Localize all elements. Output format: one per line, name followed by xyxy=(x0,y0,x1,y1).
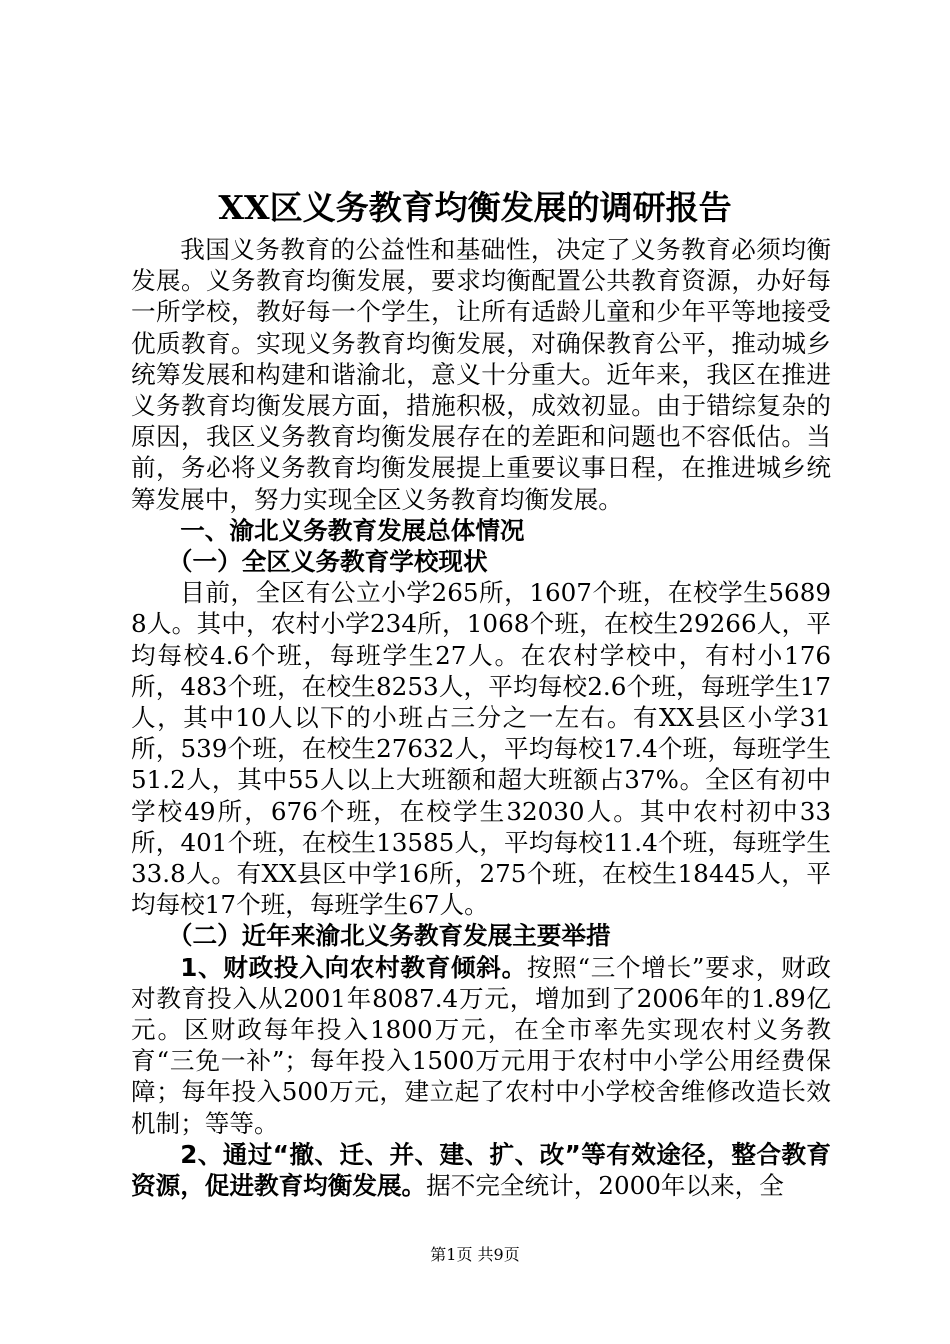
measure-item-2-text: 据不完全统计，2000年以来，全 xyxy=(426,1171,784,1201)
measure-item-1 xyxy=(131,952,831,1139)
intro-paragraph: 我国义务教育的公益性和基础性，决定了义务教育必须均衡发展。义务教育均衡发展，要求均衡配置公共教育资源，办好每一所学校，教好每一个学生，让所有适龄儿童和少年平等地接受优质教育。实现义务教育均衡发展，对确保教育公平，推动城乡统筹发展和构建和谐渝北，意义十分重大。近年来，我区在推进义务教育均衡发展方面，措施积极，成效初显。由于错综复杂的原因，我区义务教育均衡发展存在的差距和问题也不容低估。当前，务必将义务教育均衡发展提上重要议事日程，在推进城乡统筹发展中，努力实现全区义务教育均衡发展。 xyxy=(131,235,831,514)
section-heading: 一、渝北义务教育发展总体情况 xyxy=(180,515,525,545)
document-body xyxy=(131,234,831,1201)
measure-item-2 xyxy=(131,1139,831,1201)
measure-item-2-lead: 2、通过“撤、迁、并、建、扩、改”等有效途径，整合教育资源，促进教育均衡发展。 xyxy=(131,1139,831,1201)
subsection-heading: （二）近年来渝北义务教育发展主要举措 xyxy=(167,921,611,951)
page-footer: 第1页 共9页 xyxy=(430,1245,520,1264)
document-title: XX区义务教育均衡发展的调研报告 xyxy=(218,188,732,227)
measure-item-1-lead: 1、财政投入向农村教育倾斜。 xyxy=(180,952,527,982)
subsection-heading: （一）全区义务教育学校现状 xyxy=(167,547,488,577)
measure-item-1-text: 按照“三个增长”要求，财政对教育投入从2001年8087.4万元，增加到了2006年的1.89亿元。区财政每年投入1800万元，在全市率先实现农村义务教育“三免一补”；每年投入1500万元用于农村中小学公用经费保障；每年投入500万元，建立起了农村中小学校舍维修改造长效机制；等等。 xyxy=(131,952,831,1138)
school-status-paragraph: 目前，全区有公立小学265所，1607个班，在校学生56898人。其中，农村小学234所，1068个班，在校生29266人，平均每校4.6个班，每班学生27人。在农村学校中，有村小176所，483个班，在校生8253人，平均每校2.6个班，每班学生17人，其中10人以下的小班占三分之一左右。有XX县区小学31所，539个班，在校生27632人，平均每校17.4个班，每班学生51.2人，其中55人以上大班额和超大班额占37%。全区有初中学校49所，676个班，在校学生32030人。其中农村初中33所，401个班，在校生13585人，平均每校11.4个班，每班学生33.8人。有XX县区中学16所，275个班，在校生18445人，平均每校17个班，每班学生67人。 xyxy=(131,578,831,920)
